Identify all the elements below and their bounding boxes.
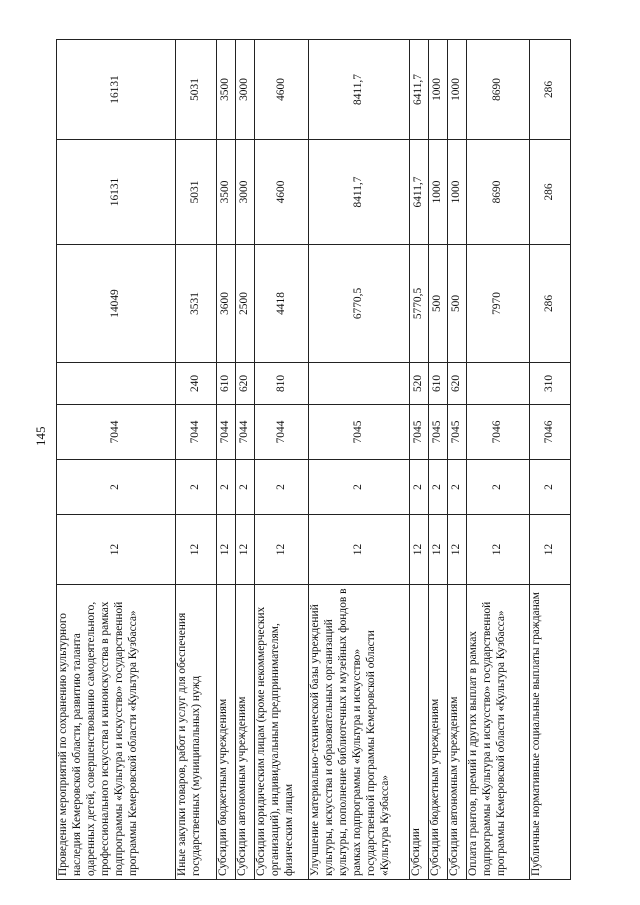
- cell-amount-3: 6411,7: [410, 40, 429, 140]
- cell-amount-3: 3500: [217, 40, 236, 140]
- cell-amount-2: 5031: [176, 140, 217, 245]
- table-row: [176, 40, 217, 880]
- cell-amount-3: 1000: [429, 40, 448, 140]
- cell-subsection: 2: [217, 460, 236, 515]
- table-row: [410, 40, 429, 880]
- row-name: Субсидии юридическим лицам (кроме некоммерческих организаций), индивидуальным предпринимателям, физическим лицам: [255, 585, 309, 880]
- cell-section: 12: [429, 515, 448, 585]
- cell-expense-type: 610: [429, 363, 448, 405]
- cell-amount-3: 286: [530, 40, 571, 140]
- cell-section: 12: [530, 515, 571, 585]
- cell-target-article: 7045: [309, 405, 410, 460]
- cell-expense-type: 810: [255, 363, 309, 405]
- cell-amount-1: 2500: [236, 245, 255, 363]
- cell-target-article: 7045: [429, 405, 448, 460]
- cell-amount-1: 4418: [255, 245, 309, 363]
- cell-subsection: 2: [410, 460, 429, 515]
- table-row: [309, 40, 410, 880]
- cell-expense-type: 310: [530, 363, 571, 405]
- cell-amount-1: 6770,5: [309, 245, 410, 363]
- cell-target-article: 7046: [467, 405, 530, 460]
- table-row: [57, 40, 176, 880]
- cell-section: 12: [217, 515, 236, 585]
- cell-subsection: 2: [309, 460, 410, 515]
- cell-subsection: 2: [530, 460, 571, 515]
- row-name: Субсидии: [410, 585, 429, 880]
- cell-amount-3: 4600: [255, 40, 309, 140]
- rotated-table-container: [56, 40, 608, 880]
- cell-subsection: 2: [176, 460, 217, 515]
- cell-amount-1: 3600: [217, 245, 236, 363]
- cell-amount-2: 8411,7: [309, 140, 410, 245]
- cell-target-article: 7044: [57, 405, 176, 460]
- row-name: Публичные нормативные социальные выплаты гражданам: [530, 585, 571, 880]
- cell-section: 12: [255, 515, 309, 585]
- cell-amount-1: 14049: [57, 245, 176, 363]
- cell-amount-2: 3500: [217, 140, 236, 245]
- cell-section: 12: [467, 515, 530, 585]
- row-name: Субсидии автономным учреждениям: [448, 585, 467, 880]
- cell-expense-type: 610: [217, 363, 236, 405]
- cell-amount-2: 3000: [236, 140, 255, 245]
- cell-expense-type: [57, 363, 176, 405]
- cell-section: 12: [176, 515, 217, 585]
- cell-subsection: 2: [429, 460, 448, 515]
- table-row: [429, 40, 448, 880]
- cell-amount-2: 6411,7: [410, 140, 429, 245]
- cell-expense-type: 620: [448, 363, 467, 405]
- cell-expense-type: 240: [176, 363, 217, 405]
- cell-subsection: 2: [57, 460, 176, 515]
- cell-subsection: 2: [448, 460, 467, 515]
- cell-expense-type: [309, 363, 410, 405]
- cell-target-article: 7044: [176, 405, 217, 460]
- cell-target-article: 7046: [530, 405, 571, 460]
- cell-section: 12: [448, 515, 467, 585]
- budget-table: [56, 39, 571, 880]
- cell-amount-2: 8690: [467, 140, 530, 245]
- cell-amount-1: 3531: [176, 245, 217, 363]
- cell-section: 12: [410, 515, 429, 585]
- cell-amount-2: 16131: [57, 140, 176, 245]
- row-name: Субсидии автономным учреждениям: [236, 585, 255, 880]
- table-row: [530, 40, 571, 880]
- cell-amount-3: 1000: [448, 40, 467, 140]
- cell-amount-3: 8690: [467, 40, 530, 140]
- cell-amount-2: 1000: [429, 140, 448, 245]
- cell-expense-type: 520: [410, 363, 429, 405]
- cell-amount-1: 500: [429, 245, 448, 363]
- cell-subsection: 2: [467, 460, 530, 515]
- cell-subsection: 2: [236, 460, 255, 515]
- cell-amount-3: 16131: [57, 40, 176, 140]
- cell-target-article: 7044: [255, 405, 309, 460]
- cell-target-article: 7045: [448, 405, 467, 460]
- cell-expense-type: [467, 363, 530, 405]
- table-row: [467, 40, 530, 880]
- page-number: 145: [33, 426, 48, 446]
- cell-target-article: 7044: [236, 405, 255, 460]
- cell-amount-1: 5770,5: [410, 245, 429, 363]
- row-name: Субсидии бюджетным учреждениям: [429, 585, 448, 880]
- row-name: Иные закупки товаров, работ и услуг для обеспечения государственных (муниципальных) нужд: [176, 585, 217, 880]
- table-row: [448, 40, 467, 880]
- table-row: [236, 40, 255, 880]
- table-row: [255, 40, 309, 880]
- cell-amount-3: 3000: [236, 40, 255, 140]
- cell-amount-1: 286: [530, 245, 571, 363]
- cell-target-article: 7045: [410, 405, 429, 460]
- cell-amount-1: 7970: [467, 245, 530, 363]
- cell-expense-type: 620: [236, 363, 255, 405]
- row-name: Субсидии бюджетным учреждениям: [217, 585, 236, 880]
- row-name: Оплата грантов, премий и других выплат в рамках подпрограммы «Культура и искусство» государственной программы Кемеровской области «Культура Кузбасса»: [467, 585, 530, 880]
- row-name: Проведение мероприятий по сохранению культурного наследия Кемеровской области, развитию таланта одаренных детей, совершенствованию самодеятельного, профессионального искусства и киноискусства в рамках подпрограммы «Культура и искусство» государственной программы Кемеровской области «Культура Кузбасса»: [57, 585, 176, 880]
- cell-amount-2: 1000: [448, 140, 467, 245]
- table-row: [217, 40, 236, 880]
- cell-target-article: 7044: [217, 405, 236, 460]
- cell-amount-2: 286: [530, 140, 571, 245]
- cell-amount-1: 500: [448, 245, 467, 363]
- cell-section: 12: [309, 515, 410, 585]
- cell-subsection: 2: [255, 460, 309, 515]
- cell-amount-3: 5031: [176, 40, 217, 140]
- cell-amount-3: 8411,7: [309, 40, 410, 140]
- row-name: Улучшение материально-технической базы учреждений культуры, искусства и образовательных организаций культуры, пополнение библиотечных и музейных фондов в рамках подпрограммы «Культура и искусство» государственной программы Кемеровской области «Культура Кузбасса»: [309, 585, 410, 880]
- cell-section: 12: [57, 515, 176, 585]
- cell-section: 12: [236, 515, 255, 585]
- cell-amount-2: 4600: [255, 140, 309, 245]
